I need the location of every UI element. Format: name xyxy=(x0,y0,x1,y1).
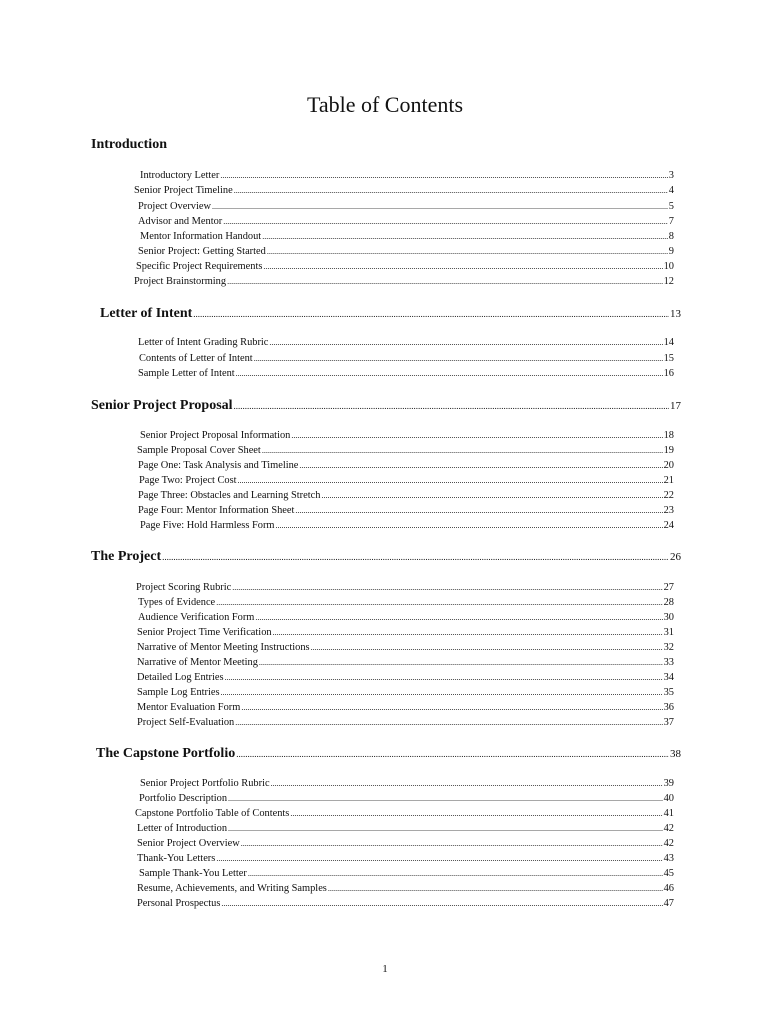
toc-entry[interactable] xyxy=(134,275,674,289)
entry-label: Letter of Intent Grading Rubric xyxy=(138,337,269,348)
entry-page: 20 xyxy=(663,460,674,471)
dot-leader xyxy=(248,867,663,881)
dot-leader xyxy=(259,656,663,670)
entry-label: Personal Prospectus xyxy=(137,898,221,909)
section-label: Letter of Intent xyxy=(100,306,193,321)
toc-entry[interactable] xyxy=(138,489,674,503)
section-page: 26 xyxy=(670,551,681,563)
dot-leader xyxy=(262,444,663,458)
entry-label: Senior Project Overview xyxy=(137,838,240,849)
entry-page: 43 xyxy=(663,853,674,864)
entry-label: Senior Project Timeline xyxy=(134,185,233,196)
dot-leader xyxy=(228,822,663,836)
entry-page: 23 xyxy=(663,505,674,516)
entry-page: 31 xyxy=(663,627,674,638)
dot-leader xyxy=(269,336,662,350)
entry-page: 39 xyxy=(663,778,674,789)
section-letter-of-intent[interactable] xyxy=(100,304,681,324)
entry-label: Page Three: Obstacles and Learning Stretch xyxy=(138,490,321,501)
toc-entry[interactable] xyxy=(138,336,674,350)
entry-label: Sample Thank-You Letter xyxy=(139,868,247,879)
entry-label: Contents of Letter of Intent xyxy=(139,353,253,364)
dot-leader xyxy=(216,852,662,866)
entry-page: 3 xyxy=(668,170,674,181)
toc-entry[interactable] xyxy=(139,352,674,366)
dot-leader xyxy=(225,671,663,685)
dot-leader xyxy=(221,897,662,911)
dot-leader xyxy=(236,367,663,381)
toc-entry[interactable] xyxy=(140,519,674,533)
entry-label: Mentor Information Handout xyxy=(140,231,262,242)
dot-leader xyxy=(212,200,668,214)
dot-leader xyxy=(216,596,662,610)
dot-leader xyxy=(238,474,663,488)
dot-leader xyxy=(241,701,662,715)
toc-entry[interactable] xyxy=(137,822,674,836)
dot-leader xyxy=(267,245,668,259)
toc-entry[interactable] xyxy=(138,367,674,381)
toc-entry[interactable] xyxy=(138,596,674,610)
entry-page: 16 xyxy=(663,368,674,379)
entry-page: 45 xyxy=(663,868,674,879)
entry-page: 9 xyxy=(668,246,674,257)
toc-entry[interactable] xyxy=(140,230,674,244)
toc-entry[interactable] xyxy=(136,260,674,274)
section-capstone-portfolio[interactable] xyxy=(96,744,681,764)
entry-label: Sample Letter of Intent xyxy=(138,368,235,379)
entry-page: 35 xyxy=(663,687,674,698)
toc-entry[interactable] xyxy=(137,444,674,458)
toc-entry[interactable] xyxy=(137,852,674,866)
toc-entry[interactable] xyxy=(137,641,674,655)
section-label: The Project xyxy=(91,549,162,564)
entry-page: 14 xyxy=(663,337,674,348)
dot-leader xyxy=(227,275,663,289)
section-label: Senior Project Proposal xyxy=(91,398,233,413)
toc-entry[interactable] xyxy=(140,169,674,183)
entry-label: Senior Project Proposal Information xyxy=(140,430,291,441)
entry-label: Resume, Achievements, and Writing Samples xyxy=(137,883,327,894)
entry-label: Mentor Evaluation Form xyxy=(137,702,241,713)
entry-label: Page Five: Hold Harmless Form xyxy=(140,520,275,531)
dot-leader xyxy=(263,260,662,274)
dot-leader xyxy=(311,641,663,655)
entry-page: 46 xyxy=(663,883,674,894)
entry-page: 36 xyxy=(663,702,674,713)
dot-leader xyxy=(321,489,662,503)
toc-entry[interactable] xyxy=(137,686,674,700)
entry-page: 5 xyxy=(668,201,674,212)
dot-leader xyxy=(234,396,669,416)
toc-entry[interactable] xyxy=(135,807,674,821)
toc-entry[interactable] xyxy=(139,867,674,881)
entry-page: 37 xyxy=(663,717,674,728)
dot-leader xyxy=(262,230,668,244)
dot-leader xyxy=(295,504,662,518)
dot-leader xyxy=(220,169,667,183)
entry-page: 28 xyxy=(663,597,674,608)
section-senior-project-proposal[interactable] xyxy=(91,396,681,416)
entry-label: Specific Project Requirements xyxy=(136,261,263,272)
entry-label: Page Two: Project Cost xyxy=(139,475,237,486)
dot-leader xyxy=(193,304,669,324)
toc-entry[interactable] xyxy=(137,626,674,640)
toc-entry[interactable] xyxy=(139,792,674,806)
toc-entry[interactable] xyxy=(138,245,674,259)
toc-entry[interactable] xyxy=(137,671,674,685)
dot-leader xyxy=(290,807,662,821)
entry-label: Thank-You Letters xyxy=(137,853,216,864)
toc-entry[interactable] xyxy=(136,581,674,595)
dot-leader xyxy=(241,837,663,851)
dot-leader xyxy=(234,184,668,198)
toc-entry[interactable] xyxy=(140,429,674,443)
toc-entry[interactable] xyxy=(138,200,674,214)
entry-page: 12 xyxy=(663,276,674,287)
section-page: 17 xyxy=(670,400,681,412)
entry-page: 32 xyxy=(663,642,674,653)
toc-entry[interactable] xyxy=(137,882,674,896)
toc-entry[interactable] xyxy=(138,611,674,625)
dot-leader xyxy=(162,547,669,567)
dot-leader xyxy=(236,744,669,764)
entry-label: Project Self-Evaluation xyxy=(137,717,235,728)
section-page: 38 xyxy=(670,748,681,760)
page-title: Table of Contents xyxy=(306,92,464,117)
dot-leader xyxy=(299,459,662,473)
toc-entry[interactable] xyxy=(137,656,674,670)
entry-label: Letter of Introduction xyxy=(137,823,228,834)
dot-leader xyxy=(273,626,663,640)
entry-label: Senior Project Portfolio Rubric xyxy=(140,778,270,789)
entry-label: Audience Verification Form xyxy=(138,612,255,623)
toc-entry[interactable] xyxy=(137,837,674,851)
footer-page-number: 1 xyxy=(382,963,388,975)
entry-label: Types of Evidence xyxy=(138,597,216,608)
entry-label: Narrative of Mentor Meeting Instructions xyxy=(137,642,310,653)
entry-page: 7 xyxy=(668,216,674,227)
entry-label: Detailed Log Entries xyxy=(137,672,224,683)
entry-page: 15 xyxy=(663,353,674,364)
dot-leader xyxy=(254,352,663,366)
entry-label: Portfolio Description xyxy=(139,793,228,804)
entry-page: 19 xyxy=(663,445,674,456)
section-the-project[interactable] xyxy=(91,547,681,567)
toc-entry[interactable] xyxy=(139,474,674,488)
dot-leader xyxy=(235,716,662,730)
entry-page: 22 xyxy=(663,490,674,501)
toc-entry[interactable] xyxy=(140,777,674,791)
dot-leader xyxy=(232,581,662,595)
entry-label: Senior Project: Getting Started xyxy=(138,246,266,257)
entry-label: Project Overview xyxy=(138,201,211,212)
dot-leader xyxy=(255,611,662,625)
toc-entry[interactable] xyxy=(137,897,674,911)
entry-page: 4 xyxy=(668,185,674,196)
toc-entry[interactable] xyxy=(137,716,674,730)
entry-label: Sample Log Entries xyxy=(137,687,220,698)
entry-page: 30 xyxy=(663,612,674,623)
dot-leader xyxy=(271,777,663,791)
entry-label: Project Brainstorming xyxy=(134,276,227,287)
dot-leader xyxy=(228,792,663,806)
entry-label: Narrative of Mentor Meeting xyxy=(137,657,258,668)
entry-page: 18 xyxy=(663,430,674,441)
entry-label: Page Four: Mentor Information Sheet xyxy=(138,505,295,516)
entry-page: 41 xyxy=(663,808,674,819)
entry-page: 42 xyxy=(663,823,674,834)
entry-page: 27 xyxy=(663,582,674,593)
dot-leader xyxy=(291,429,662,443)
entry-page: 8 xyxy=(668,231,674,242)
dot-leader xyxy=(276,519,663,533)
section-page: 13 xyxy=(670,308,681,320)
toc-entry[interactable] xyxy=(137,701,674,715)
entry-label: Senior Project Time Verification xyxy=(137,627,272,638)
entry-page: 40 xyxy=(663,793,674,804)
dot-leader xyxy=(223,215,668,229)
entry-label: Sample Proposal Cover Sheet xyxy=(137,445,261,456)
entry-label: Project Scoring Rubric xyxy=(136,582,232,593)
entry-label: Introductory Letter xyxy=(140,170,220,181)
entry-label: Capstone Portfolio Table of Contents xyxy=(135,808,290,819)
toc-entry[interactable] xyxy=(134,184,674,198)
toc-entry[interactable] xyxy=(138,504,674,518)
entry-page: 47 xyxy=(663,898,674,909)
toc-entry[interactable] xyxy=(138,459,674,473)
toc-entry[interactable] xyxy=(138,215,674,229)
dot-leader xyxy=(221,686,663,700)
entry-page: 33 xyxy=(663,657,674,668)
dot-leader xyxy=(328,882,663,896)
entry-page: 42 xyxy=(663,838,674,849)
entry-label: Page One: Task Analysis and Timeline xyxy=(138,460,299,471)
introduction-heading: Introduction xyxy=(91,137,167,152)
entry-page: 34 xyxy=(663,672,674,683)
section-label: The Capstone Portfolio xyxy=(96,746,236,761)
entry-label: Advisor and Mentor xyxy=(138,216,223,227)
entry-page: 21 xyxy=(663,475,674,486)
entry-page: 24 xyxy=(663,520,674,531)
entry-page: 10 xyxy=(663,261,674,272)
